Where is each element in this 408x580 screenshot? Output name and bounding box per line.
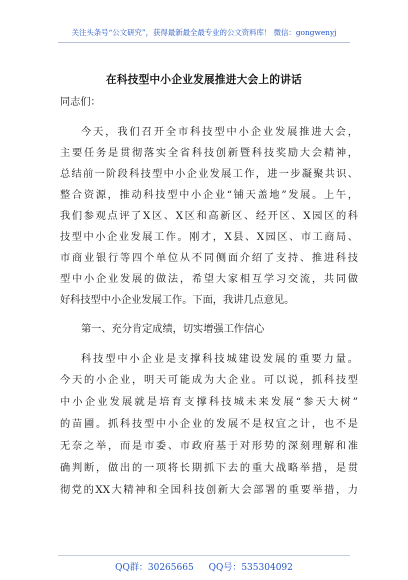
paragraph2-line: 科技型中小企业是支撑科技城建设发展的重要力量。 [81, 354, 358, 365]
promo-footer [0, 560, 408, 573]
header-divider [58, 42, 350, 43]
paragraph2-line: 中小企业发展就是培育支撑科技城未来发展“参天大树” [60, 397, 358, 408]
paragraph1-line: 我们参观点评了X区、X区和高新区、经开区、X园区的科 [60, 211, 358, 222]
paragraph2-line: 今天的小企业，明天可能成为大企业。可以说，抓科技型 [60, 375, 358, 386]
section-heading: 第一、充分肯定成绩，切实增强工作信心 [81, 324, 265, 335]
paragraph1-line: 今天，我们召开全市科技型中小企业发展推进大会， [81, 127, 358, 138]
paragraph1-line: 技型中小企业发展工作。刚才，X县、X园区、市工商局、 [60, 232, 358, 243]
promo-header: 关注头条号“公文研究”，获得最新最全最专业的公文资料库！ 微信：gongwenyj [71, 28, 337, 37]
paragraph1-line: 总结前一阶段科技型中小企业发展工作，进一步凝聚共识、 [60, 169, 358, 180]
footer-divider [58, 555, 350, 556]
paragraph1-line: 好科技型中小企业发展工作。下面，我讲几点意见。 [60, 295, 295, 306]
paragraph1-line: 型中小企业发展的做法，希望大家相互学习交流，共同做 [60, 274, 358, 285]
salutation: 同志们： [60, 97, 101, 108]
paragraph2-line: 的苗圃。抓科技型中小企业的发展不是权宜之计，也不是 [60, 419, 358, 430]
paragraph2-line: 彻党的XX大精神和全国科技创新大会部署的重要举措，力 [60, 485, 358, 496]
paragraph1-line: 市商业银行等四个单位从不同侧面介绍了支持、推进科技 [60, 253, 358, 264]
paragraph1-line: 整合资源，推动科技型中小企业“铺天盖地”发展。上午， [60, 190, 358, 201]
document-title: 在科技型中小企业发展推进大会上的讲话 [105, 74, 303, 86]
qq-number-label: QQ号：535304092 [208, 563, 293, 573]
paragraph1-line: 主要任务是贯彻落实全省科技创新暨科技奖励大会精神， [60, 148, 358, 159]
qq-group-label: QQ群：30265665 [115, 563, 194, 573]
paragraph2-line: 无奈之举，而是市委、市政府基于对形势的深刻理解和准 [60, 441, 358, 452]
paragraph2-line: 确判断，做出的一项将长期抓下去的重大战略举措，是贯 [60, 463, 358, 474]
